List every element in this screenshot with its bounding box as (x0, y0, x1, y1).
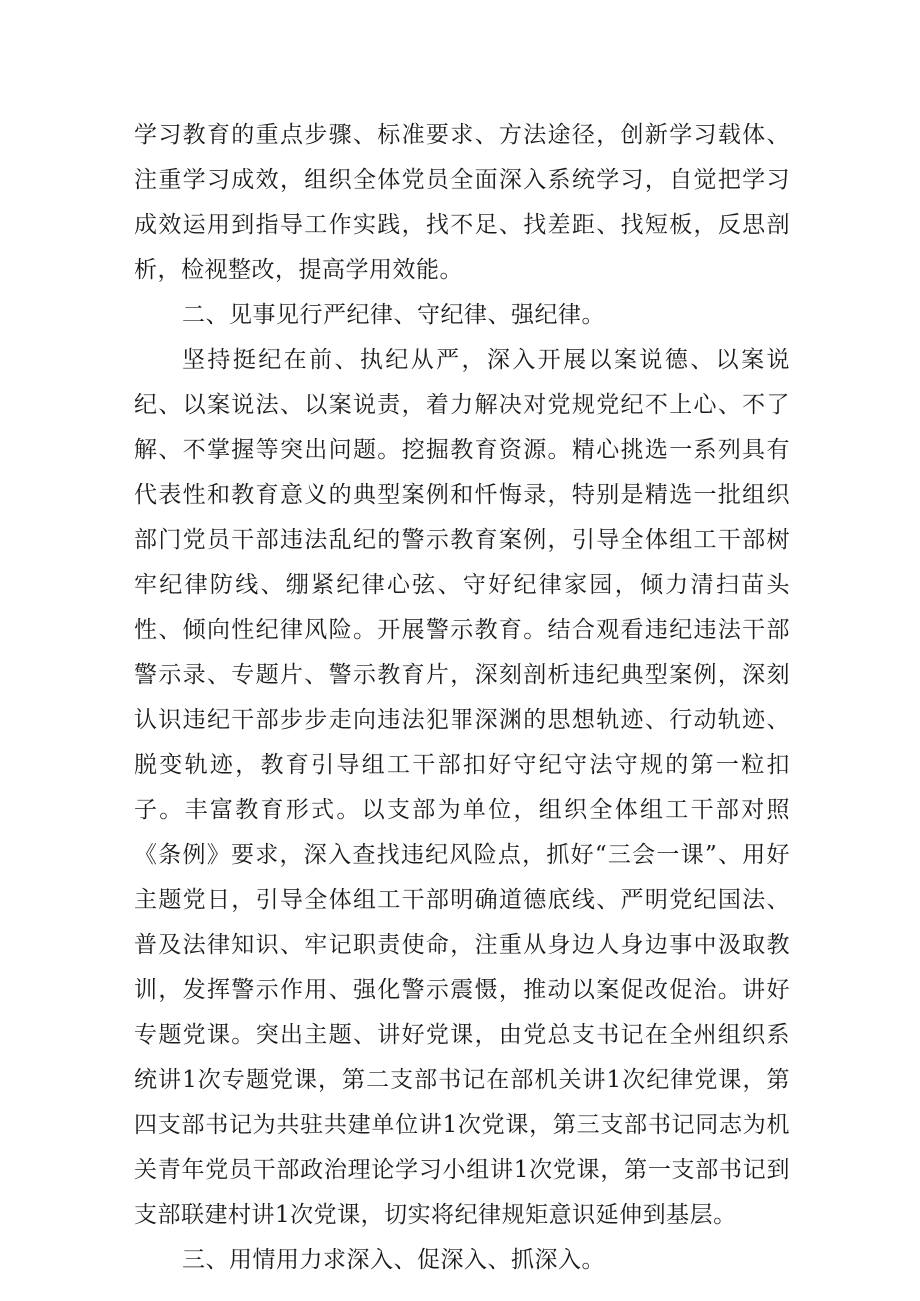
section-heading-2: 二、见事见行严纪律、守纪律、强纪律。 (182, 302, 605, 328)
section-heading-3: 三、用情用力求深入、促深入、抓深入。 (182, 1247, 605, 1273)
paragraph-continuation: 学习教育的重点步骤、标准要求、方法途径，创新学习载体、注重学习成效，组织全体党员全面深入系统学习，自觉把学习成效运用到指导工作实践，找不足、找差距、找短板，反思剖析，检视整改，提高学用效能。 (134, 122, 790, 283)
paragraph-body: 坚持挺纪在前、执纪从严，深入开展以案说德、以案说纪、以案说法、以案说责，着力解决对党规党纪不上心、不了解、不掌握等突出问题。挖掘教育资源。精心挑选一系列具有代表性和教育意义的典型案例和忏悔录，特别是精选一批组织部门党员干部违法乱纪的警示教育案例，引导全体组工干部树牢纪律防线、绷紧纪律心弦、守好纪律家园，倾力清扫苗头性、倾向性纪律风险。开展警示教育。结合观看违纪违法干部警示录、专题片、警示教育片，深刻剖析违纪典型案例，深刻认识违纪干部步步走向违法犯罪深渊的思想轨迹、行动轨迹、脱变轨迹，教育引导组工干部扣好守纪守法守规的第一粒扣子。丰富教育形式。以支部为单位，组织全体组工干部对照《条例》要求，深入查找违纪风险点，抓好“三会一课”、用好主题党日，引导全体组工干部明确道德底线、严明党纪国法、普及法律知识、牢记职责使命，注重从身边人身边事中汲取教训，发挥警示作用、强化警示震慑，推动以案促改促治。讲好专题党课。突出主题、讲好党课，由党总支书记在全州组织系统讲1次专题党课，第二支部书记在部机关讲1次纪律党课，第四支部书记为共驻共建单位讲1次党课，第三支部书记同志为机关青年党员干部政治理论学习小组讲1次党课，第一支部书记到支部联建村讲1次党课，切实将纪律规矩意识延伸到基层。 (134, 347, 790, 1228)
document-body (134, 113, 790, 1283)
